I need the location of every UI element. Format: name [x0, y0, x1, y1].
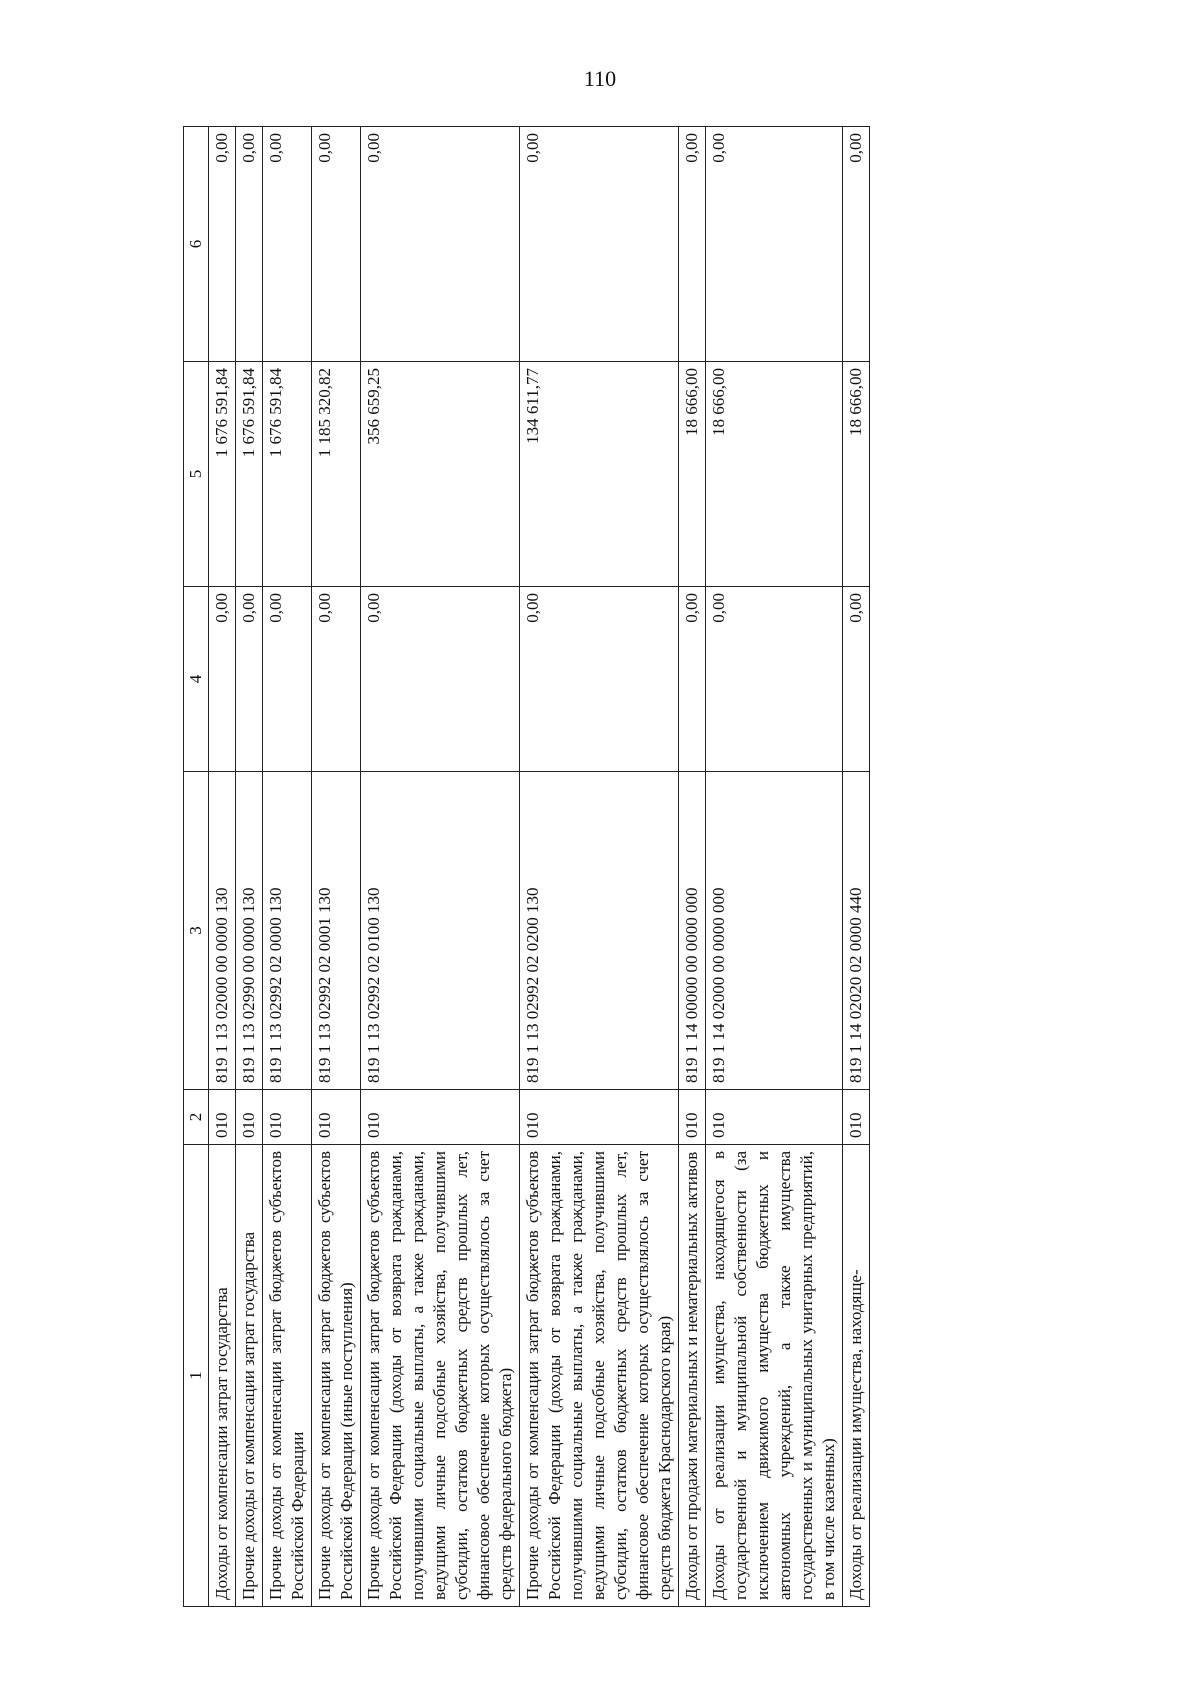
- row-name: Доходы от реализации имущества, находящегося в государственной и муниципальной собственности (за исключением движимого имущества бюджетных и автономных учреждений, а также имущества государственных и муниципальных унитарных предприятий, в том числе казенных): [706, 1145, 843, 1607]
- row-code: 010: [312, 1090, 361, 1145]
- header-col-5: 5: [184, 362, 209, 587]
- row-kbk: 819 1 13 02992 02 0100 130: [361, 772, 520, 1090]
- table-row: [236, 127, 263, 1607]
- row-code: 010: [520, 1090, 679, 1145]
- row-col6: 0,00: [843, 127, 870, 362]
- table-row: [706, 127, 843, 1607]
- row-col4: 0,00: [209, 587, 236, 772]
- header-col-4: 4: [184, 587, 209, 772]
- rotated-table-container: [183, 127, 1133, 1607]
- row-code: 010: [263, 1090, 312, 1145]
- row-code: 010: [209, 1090, 236, 1145]
- row-col4: 0,00: [843, 587, 870, 772]
- row-col5: 356 659,25: [361, 362, 520, 587]
- row-col6: 0,00: [361, 127, 520, 362]
- row-col4: 0,00: [520, 587, 679, 772]
- row-col6: 0,00: [679, 127, 706, 362]
- row-col6: 0,00: [520, 127, 679, 362]
- row-name: Прочие доходы от компенсации затрат государства: [236, 1145, 263, 1607]
- table-row: [520, 127, 679, 1607]
- row-col5: 18 666,00: [679, 362, 706, 587]
- row-col5: 1 676 591,84: [263, 362, 312, 587]
- row-col6: 0,00: [312, 127, 361, 362]
- row-name: Доходы от продажи материальных и нематериальных активов: [679, 1145, 706, 1607]
- row-col5: 1 676 591,84: [236, 362, 263, 587]
- table-row: [209, 127, 236, 1607]
- header-col-3: 3: [184, 772, 209, 1090]
- row-col6: 0,00: [236, 127, 263, 362]
- row-col6: 0,00: [263, 127, 312, 362]
- row-col4: 0,00: [706, 587, 843, 772]
- row-kbk: 819 1 13 02992 02 0200 130: [520, 772, 679, 1090]
- row-code: 010: [236, 1090, 263, 1145]
- row-code: 010: [679, 1090, 706, 1145]
- row-kbk: 819 1 14 00000 00 0000 000: [679, 772, 706, 1090]
- table-row: [361, 127, 520, 1607]
- row-col4: 0,00: [361, 587, 520, 772]
- header-col-6: 6: [184, 127, 209, 362]
- row-name: Доходы от компенсации затрат государства: [209, 1145, 236, 1607]
- row-kbk: 819 1 13 02992 02 0000 130: [263, 772, 312, 1090]
- row-name: Прочие доходы от компенсации затрат бюджетов субъектов Российской Федерации (иные поступления): [312, 1145, 361, 1607]
- table-row: [263, 127, 312, 1607]
- row-col5: 1 676 591,84: [209, 362, 236, 587]
- row-col5: 18 666,00: [843, 362, 870, 587]
- header-col-1: 1: [184, 1145, 209, 1607]
- row-col4: 0,00: [263, 587, 312, 772]
- row-name: Прочие доходы от компенсации затрат бюджетов субъектов Российской Федерации: [263, 1145, 312, 1607]
- row-name: Прочие доходы от компенсации затрат бюджетов субъектов Российской Федерации (доходы от возврата гражданами, получившими социальные выплаты, а также гражданами, ведущими личные подсобные хозяйства, получившими субсидии, остатков бюджетных средств прошлых лет, финансовое обеспечение которых осуществлялось за счет средств бюджета Краснодарского края): [520, 1145, 679, 1607]
- row-col6: 0,00: [706, 127, 843, 362]
- row-col4: 0,00: [312, 587, 361, 772]
- page-number: 110: [583, 66, 617, 91]
- row-col5: 18 666,00: [706, 362, 843, 587]
- row-kbk: 819 1 14 02000 00 0000 000: [706, 772, 843, 1090]
- row-col5: 134 611,77: [520, 362, 679, 587]
- table-row: [679, 127, 706, 1607]
- table-row: [843, 127, 870, 1607]
- row-code: 010: [706, 1090, 843, 1145]
- row-col4: 0,00: [236, 587, 263, 772]
- row-code: 010: [843, 1090, 870, 1145]
- row-col4: 0,00: [679, 587, 706, 772]
- row-kbk: 819 1 13 02990 00 0000 130: [236, 772, 263, 1090]
- rotated-table-inner: [183, 127, 1133, 1607]
- row-kbk: 819 1 13 02992 02 0001 130: [312, 772, 361, 1090]
- row-name: Доходы от реализации имущества, находяще-: [843, 1145, 870, 1607]
- header-col-2: 2: [184, 1090, 209, 1145]
- row-col6: 0,00: [209, 127, 236, 362]
- table-row: [312, 127, 361, 1607]
- row-name: Прочие доходы от компенсации затрат бюджетов субъектов Российской Федерации (доходы от возврата гражданами, получившими социальные выплаты, а также гражданами, ведущими личные подсобные хозяйства, получившими субсидии, остатков бюджетных средств прошлых лет, финансовое обеспечение которых осуществлялось за счет средств федерального бюджета): [361, 1145, 520, 1607]
- header-row: [184, 127, 209, 1607]
- row-code: 010: [361, 1090, 520, 1145]
- row-col5: 1 185 320,82: [312, 362, 361, 587]
- row-kbk: 819 1 13 02000 00 0000 130: [209, 772, 236, 1090]
- row-kbk: 819 1 14 02020 02 0000 440: [843, 772, 870, 1090]
- income-table: [183, 126, 870, 1607]
